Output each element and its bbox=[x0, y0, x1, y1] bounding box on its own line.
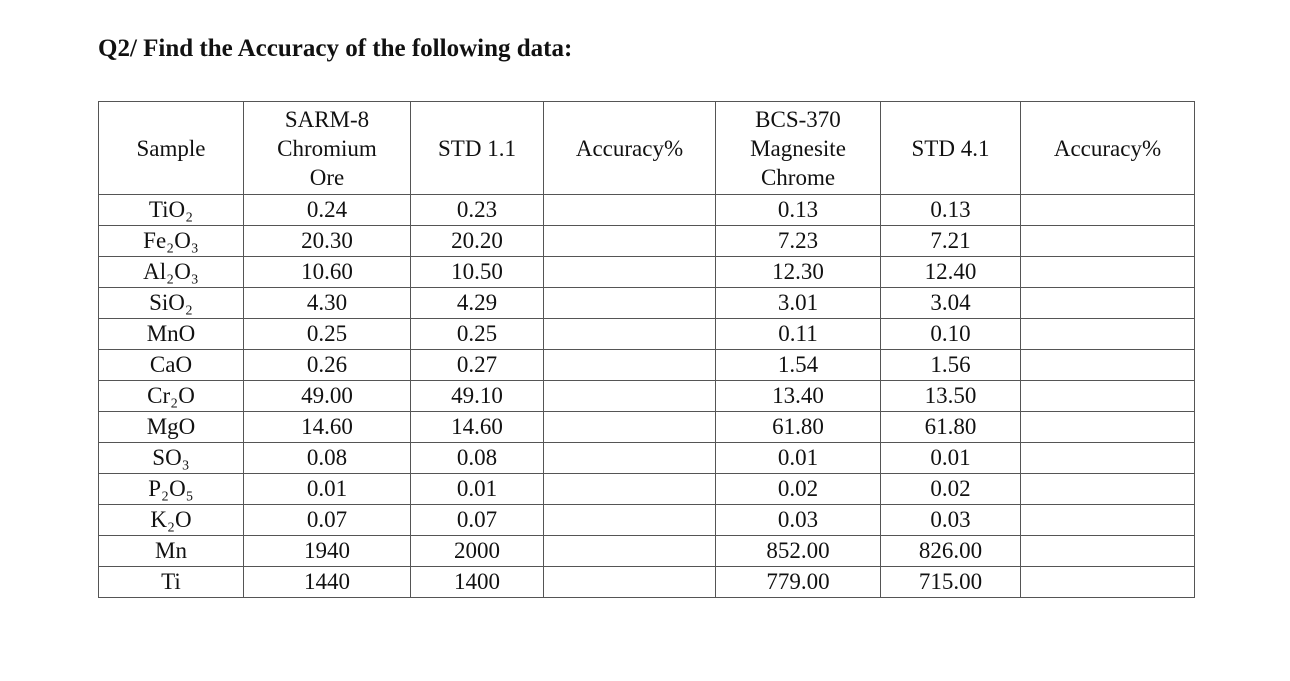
header-bcs370 bbox=[716, 102, 881, 195]
sarm8-value-cell: 0.24 bbox=[244, 195, 411, 226]
table-row bbox=[99, 288, 1195, 319]
std41-value-cell: 826.00 bbox=[881, 536, 1021, 567]
std41-value-cell: 7.21 bbox=[881, 226, 1021, 257]
header-line: BCS-370 bbox=[755, 106, 841, 132]
accuracy-1-cell bbox=[544, 226, 716, 257]
sample-cell: MgO bbox=[99, 412, 244, 443]
table-row bbox=[99, 226, 1195, 257]
accuracy-2-cell bbox=[1021, 288, 1195, 319]
bcs370-value-cell: 852.00 bbox=[716, 536, 881, 567]
header-row bbox=[99, 102, 1195, 195]
bcs370-value-cell: 0.03 bbox=[716, 505, 881, 536]
header-line: Sample bbox=[136, 135, 206, 161]
sample-cell: Cr₂O bbox=[99, 381, 244, 412]
bcs370-value-cell: 0.13 bbox=[716, 195, 881, 226]
sample-cell: Mn bbox=[99, 536, 244, 567]
bcs370-value-cell: 0.01 bbox=[716, 443, 881, 474]
accuracy-2-cell bbox=[1021, 474, 1195, 505]
std11-value-cell: 0.25 bbox=[411, 319, 544, 350]
sample-cell: CaO bbox=[99, 350, 244, 381]
accuracy-1-cell bbox=[544, 443, 716, 474]
header-line: Chromium bbox=[277, 135, 377, 161]
accuracy-1-cell bbox=[544, 536, 716, 567]
std41-value-cell: 715.00 bbox=[881, 567, 1021, 598]
sample-cell: TiO₂ bbox=[99, 195, 244, 226]
std11-value-cell: 0.01 bbox=[411, 474, 544, 505]
accuracy-2-cell bbox=[1021, 567, 1195, 598]
bcs370-value-cell: 3.01 bbox=[716, 288, 881, 319]
sample-cell: SO₃ bbox=[99, 443, 244, 474]
header-line: STD 1.1 bbox=[438, 135, 516, 161]
accuracy-2-cell bbox=[1021, 350, 1195, 381]
std41-value-cell: 0.03 bbox=[881, 505, 1021, 536]
table-row bbox=[99, 567, 1195, 598]
std11-value-cell: 10.50 bbox=[411, 257, 544, 288]
bcs370-value-cell: 13.40 bbox=[716, 381, 881, 412]
std41-value-cell: 0.10 bbox=[881, 319, 1021, 350]
bcs370-value-cell: 779.00 bbox=[716, 567, 881, 598]
sample-cell: Ti bbox=[99, 567, 244, 598]
table-row bbox=[99, 257, 1195, 288]
bcs370-value-cell: 61.80 bbox=[716, 412, 881, 443]
sample-cell: MnO bbox=[99, 319, 244, 350]
accuracy-1-cell bbox=[544, 412, 716, 443]
std41-value-cell: 61.80 bbox=[881, 412, 1021, 443]
accuracy-2-cell bbox=[1021, 505, 1195, 536]
sarm8-value-cell: 14.60 bbox=[244, 412, 411, 443]
accuracy-1-cell bbox=[544, 381, 716, 412]
std11-value-cell: 0.07 bbox=[411, 505, 544, 536]
question-title: Q2/ Find the Accuracy of the following data: bbox=[98, 35, 573, 62]
accuracy-2-cell bbox=[1021, 257, 1195, 288]
sample-cell: K₂O bbox=[99, 505, 244, 536]
sample-cell: SiO₂ bbox=[99, 288, 244, 319]
accuracy-1-cell bbox=[544, 567, 716, 598]
header-line: Accuracy% bbox=[1053, 135, 1162, 161]
sarm8-value-cell: 4.30 bbox=[244, 288, 411, 319]
header-std11 bbox=[411, 102, 544, 195]
accuracy-2-cell bbox=[1021, 195, 1195, 226]
std11-value-cell: 4.29 bbox=[411, 288, 544, 319]
std41-value-cell: 13.50 bbox=[881, 381, 1021, 412]
table-row bbox=[99, 536, 1195, 567]
table-row bbox=[99, 195, 1195, 226]
accuracy-data-table bbox=[98, 101, 1195, 598]
std11-value-cell: 0.08 bbox=[411, 443, 544, 474]
std41-value-cell: 0.02 bbox=[881, 474, 1021, 505]
sample-cell: P₂O₅ bbox=[99, 474, 244, 505]
accuracy-1-cell bbox=[544, 195, 716, 226]
sarm8-value-cell: 0.26 bbox=[244, 350, 411, 381]
std11-value-cell: 0.23 bbox=[411, 195, 544, 226]
std11-value-cell: 49.10 bbox=[411, 381, 544, 412]
table-row bbox=[99, 412, 1195, 443]
table-row bbox=[99, 505, 1195, 536]
header-line: Accuracy% bbox=[575, 135, 684, 161]
table-row bbox=[99, 474, 1195, 505]
bcs370-value-cell: 0.11 bbox=[716, 319, 881, 350]
accuracy-1-cell bbox=[544, 505, 716, 536]
sarm8-value-cell: 0.25 bbox=[244, 319, 411, 350]
sarm8-value-cell: 49.00 bbox=[244, 381, 411, 412]
sarm8-value-cell: 20.30 bbox=[244, 226, 411, 257]
accuracy-1-cell bbox=[544, 474, 716, 505]
table-row bbox=[99, 350, 1195, 381]
sarm8-value-cell: 1440 bbox=[244, 567, 411, 598]
sample-cell: Fe₂O₃ bbox=[99, 226, 244, 257]
accuracy-2-cell bbox=[1021, 536, 1195, 567]
header-line: STD 4.1 bbox=[911, 135, 990, 161]
header-std41 bbox=[881, 102, 1021, 195]
table-row bbox=[99, 381, 1195, 412]
header-accuracy-2 bbox=[1021, 102, 1195, 195]
std11-value-cell: 14.60 bbox=[411, 412, 544, 443]
std11-value-cell: 20.20 bbox=[411, 226, 544, 257]
accuracy-2-cell bbox=[1021, 412, 1195, 443]
header-line: Magnesite bbox=[750, 135, 846, 161]
std11-value-cell: 0.27 bbox=[411, 350, 544, 381]
header-line: Chrome bbox=[760, 164, 836, 190]
sarm8-value-cell: 0.01 bbox=[244, 474, 411, 505]
header-sarm8 bbox=[244, 102, 411, 195]
header-sample bbox=[99, 102, 244, 195]
accuracy-2-cell bbox=[1021, 381, 1195, 412]
accuracy-2-cell bbox=[1021, 443, 1195, 474]
accuracy-1-cell bbox=[544, 319, 716, 350]
sample-cell: Al₂O₃ bbox=[99, 257, 244, 288]
table-row bbox=[99, 319, 1195, 350]
std41-value-cell: 3.04 bbox=[881, 288, 1021, 319]
bcs370-value-cell: 1.54 bbox=[716, 350, 881, 381]
accuracy-2-cell bbox=[1021, 226, 1195, 257]
header-line: Ore bbox=[309, 164, 345, 190]
std41-value-cell: 1.56 bbox=[881, 350, 1021, 381]
bcs370-value-cell: 7.23 bbox=[716, 226, 881, 257]
bcs370-value-cell: 12.30 bbox=[716, 257, 881, 288]
accuracy-2-cell bbox=[1021, 319, 1195, 350]
sarm8-value-cell: 0.08 bbox=[244, 443, 411, 474]
accuracy-1-cell bbox=[544, 288, 716, 319]
std11-value-cell: 1400 bbox=[411, 567, 544, 598]
table-body bbox=[99, 195, 1195, 598]
sarm8-value-cell: 0.07 bbox=[244, 505, 411, 536]
sarm8-value-cell: 1940 bbox=[244, 536, 411, 567]
std41-value-cell: 0.01 bbox=[881, 443, 1021, 474]
std41-value-cell: 0.13 bbox=[881, 195, 1021, 226]
header-accuracy-1 bbox=[544, 102, 716, 195]
bcs370-value-cell: 0.02 bbox=[716, 474, 881, 505]
accuracy-1-cell bbox=[544, 257, 716, 288]
table-row bbox=[99, 443, 1195, 474]
std11-value-cell: 2000 bbox=[411, 536, 544, 567]
sarm8-value-cell: 10.60 bbox=[244, 257, 411, 288]
header-line: SARM-8 bbox=[284, 106, 370, 132]
accuracy-1-cell bbox=[544, 350, 716, 381]
std41-value-cell: 12.40 bbox=[881, 257, 1021, 288]
